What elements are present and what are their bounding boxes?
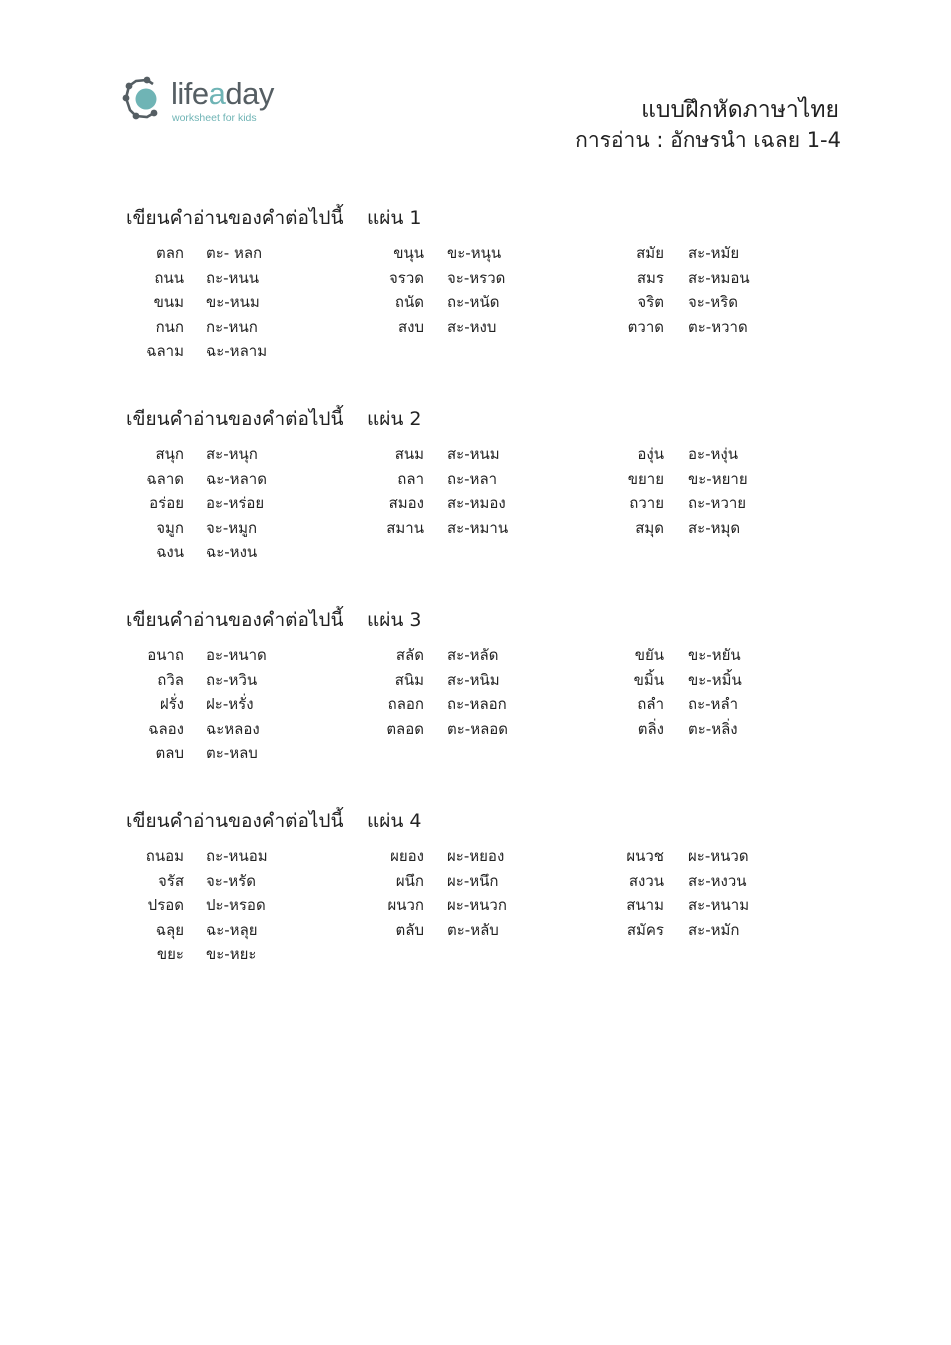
word-reading-answer: สะ-หงวน <box>688 871 747 890</box>
thai-word: องุ่น <box>637 445 664 463</box>
thai-word: สมาน <box>386 518 424 537</box>
word-reading-answer: ฉะ-หลาม <box>206 342 268 361</box>
word-reading-answer: ผะ-หนวด <box>688 847 749 865</box>
sheet-instruction: เขียนคำอ่านของคำต่อไปนี้ <box>126 408 344 430</box>
thai-word: ขมิ้น <box>633 670 664 689</box>
word-row <box>0 492 951 517</box>
word-reading-answer: ขะ-หมิ้น <box>688 670 742 689</box>
thai-word: สมัย <box>636 244 664 262</box>
word-reading-answer: ตะ-หวาด <box>688 317 748 336</box>
thai-word: ผนึก <box>395 871 424 890</box>
thai-word: ผนวก <box>387 896 424 915</box>
word-reading-answer: ขะ-หยาย <box>688 469 748 488</box>
word-row <box>0 919 951 944</box>
word-reading-answer: ฉะ-หลาด <box>206 469 267 488</box>
word-row <box>0 644 951 669</box>
thai-word: ฉลุย <box>155 920 184 939</box>
thai-word: ขนุน <box>393 244 424 262</box>
thai-word: ฝรั่ง <box>159 695 184 714</box>
word-reading-answer: สะ-หมอง <box>447 494 506 513</box>
word-row <box>0 340 951 365</box>
thai-word: ตลก <box>155 244 184 262</box>
word-row <box>0 267 951 292</box>
thai-word: สงบ <box>397 317 424 336</box>
word-row <box>0 517 951 542</box>
thai-word: สนาม <box>626 896 664 915</box>
thai-word: สนม <box>394 445 424 463</box>
sheet-number-label: แผ่น 4 <box>367 810 422 832</box>
word-reading-answer: จะ-หริด <box>688 293 738 312</box>
thai-word: ขนม <box>153 293 184 312</box>
thai-word: อร่อย <box>149 494 184 513</box>
word-reading-answer: ฉะหลอง <box>206 719 260 738</box>
word-reading-answer: ผะ-หนึก <box>447 871 499 890</box>
thai-word: ถนอม <box>145 847 184 865</box>
thai-word: ขยัน <box>634 646 664 664</box>
thai-word: ตลบ <box>155 744 184 763</box>
molecule-logo-icon <box>121 74 169 124</box>
thai-word: กนก <box>155 317 184 336</box>
word-row <box>0 870 951 895</box>
sheet-number-label: แผ่น 1 <box>367 207 422 229</box>
thai-word: สมอง <box>388 494 424 513</box>
word-reading-answer: กะ-หนก <box>206 317 258 336</box>
word-reading-answer: สะ-หมอน <box>688 268 750 287</box>
thai-word: ฉลาด <box>146 469 184 488</box>
word-reading-answer: ฝะ-หรั่ง <box>206 695 254 714</box>
logo-tagline: worksheet for kids <box>172 112 257 124</box>
answer-sheet <box>0 404 951 594</box>
worksheet-subtitle: การอ่าน : อักษรนำ เฉลย 1-4 <box>575 128 841 152</box>
word-reading-answer: ถะ-หนัด <box>447 293 500 312</box>
word-reading-answer: ถะ-หลา <box>447 469 498 488</box>
word-reading-answer: ฉะ-หงน <box>206 543 258 562</box>
word-reading-answer: สะ-หลัด <box>447 646 499 664</box>
thai-word: จรวด <box>388 268 424 287</box>
word-reading-answer: ปะ-หรอด <box>206 896 266 915</box>
logo-wordmark: lifeaday <box>171 76 274 111</box>
word-row <box>0 845 951 870</box>
thai-word: ถวาย <box>629 494 664 513</box>
thai-word: ตลอด <box>386 719 424 738</box>
word-reading-answer: ถะ-หวิน <box>206 670 258 689</box>
thai-word: ถลอก <box>387 695 424 714</box>
word-reading-answer: ถะ-หวาย <box>688 494 747 513</box>
word-reading-answer: ถะ-หลำ <box>688 695 739 714</box>
thai-word: ตลับ <box>395 920 424 939</box>
thai-word: ตวาด <box>627 317 664 336</box>
word-reading-answer: สะ-หงบ <box>447 317 497 336</box>
word-reading-answer: อะ-หนาด <box>206 646 267 664</box>
thai-word: สมุด <box>635 518 664 537</box>
word-reading-answer: ตะ-หลับ <box>447 920 499 939</box>
thai-word: สนิม <box>394 670 424 689</box>
word-reading-answer: อะ-หงุ่น <box>688 445 738 463</box>
thai-word: ถลา <box>397 469 424 488</box>
word-reading-answer: จะ-หมูก <box>206 518 258 537</box>
word-reading-answer: ตะ- หลก <box>206 244 263 262</box>
word-reading-answer: สะ-หมัก <box>688 920 740 939</box>
word-row <box>0 894 951 919</box>
word-row <box>0 443 951 468</box>
lifeaday-logo <box>121 74 301 128</box>
sheet-instruction: เขียนคำอ่านของคำต่อไปนี้ <box>126 207 344 229</box>
word-row <box>0 291 951 316</box>
word-row <box>0 541 951 566</box>
answer-sheet <box>0 605 951 795</box>
answer-sheet <box>0 806 951 996</box>
thai-word: ขยะ <box>156 945 184 964</box>
word-row <box>0 943 951 968</box>
thai-word: สมัคร <box>626 920 664 939</box>
thai-word: ตลิ่ง <box>637 719 664 738</box>
answer-sheet <box>0 203 951 393</box>
word-reading-answer: ถะ-หนอม <box>206 847 268 865</box>
thai-word: ขยาย <box>627 469 664 488</box>
thai-word: จมูก <box>156 518 184 537</box>
thai-word: ฉลอง <box>148 719 184 738</box>
word-row <box>0 468 951 493</box>
word-reading-answer: สะ-หมัย <box>688 244 740 262</box>
word-reading-answer: ถะ-หลอก <box>447 695 507 714</box>
thai-word: จรัส <box>157 871 184 890</box>
word-reading-answer: ขะ-หนม <box>206 293 260 312</box>
word-row <box>0 718 951 743</box>
sheet-number-label: แผ่น 3 <box>367 609 422 631</box>
thai-word: ฉงน <box>156 543 184 562</box>
thai-word: ถนน <box>154 268 184 287</box>
word-reading-answer: ตะ-หลบ <box>206 744 258 763</box>
word-reading-answer: ถะ-หนน <box>206 268 259 287</box>
sheet-instruction: เขียนคำอ่านของคำต่อไปนี้ <box>126 810 344 832</box>
thai-word: สมร <box>636 268 664 287</box>
word-row <box>0 742 951 767</box>
word-row <box>0 669 951 694</box>
worksheet-title: แบบฝึกหัดภาษาไทย <box>641 97 839 123</box>
word-row <box>0 693 951 718</box>
word-reading-answer: ขะ-หนุน <box>447 244 502 262</box>
sheet-number-label: แผ่น 2 <box>367 408 422 430</box>
word-reading-answer: อะ-หร่อย <box>206 494 265 513</box>
word-reading-answer: สะ-หนิม <box>447 670 500 689</box>
word-reading-answer: สะ-หมาน <box>447 518 509 537</box>
thai-word: ถนัด <box>394 293 424 312</box>
word-reading-answer: จะ-หรวด <box>447 268 506 287</box>
word-reading-answer: ขะ-หยะ <box>206 945 257 964</box>
word-reading-answer: ฉะ-หลุย <box>206 920 258 939</box>
thai-word: จริต <box>637 293 664 312</box>
thai-word: ถวิล <box>157 670 184 689</box>
thai-word: ผยอง <box>390 847 424 865</box>
thai-word: สนุก <box>155 445 184 463</box>
thai-word: ผนวช <box>626 847 664 865</box>
word-row <box>0 242 951 267</box>
word-reading-answer: ผะ-หยอง <box>447 847 505 865</box>
thai-word: สลัด <box>395 646 424 664</box>
word-reading-answer: ตะ-หลิ่ง <box>688 719 738 738</box>
word-reading-answer: ขะ-หยัน <box>688 646 741 664</box>
word-reading-answer: จะ-หรัด <box>206 871 256 890</box>
sheet-instruction: เขียนคำอ่านของคำต่อไปนี้ <box>126 609 344 631</box>
thai-word: ปรอด <box>147 896 184 915</box>
word-row <box>0 316 951 341</box>
thai-word: สงวน <box>628 871 664 890</box>
word-reading-answer: ตะ-หลอด <box>447 719 509 738</box>
word-reading-answer: ผะ-หนวก <box>447 896 507 915</box>
thai-word: ถลำ <box>637 695 664 714</box>
thai-word: ฉลาม <box>146 342 184 361</box>
thai-word: อนาถ <box>147 646 184 664</box>
word-reading-answer: สะ-หนม <box>447 445 500 463</box>
word-reading-answer: สะ-หนุก <box>206 445 258 463</box>
word-reading-answer: สะ-หมุด <box>688 518 741 537</box>
word-reading-answer: สะ-หนาม <box>688 896 750 915</box>
